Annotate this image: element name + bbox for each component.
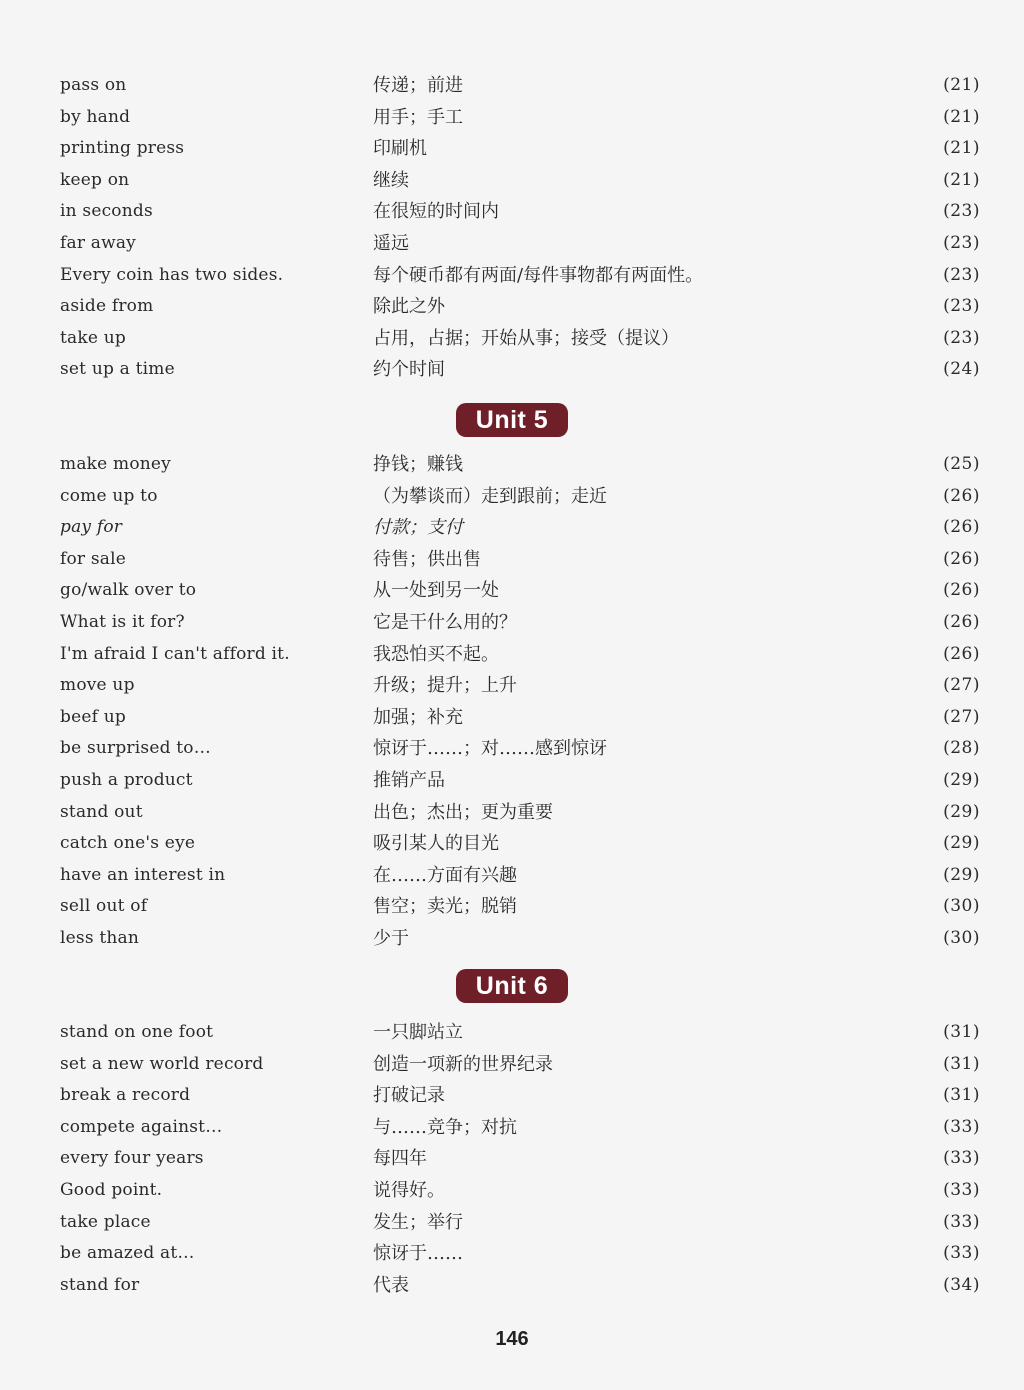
english-phrase: by hand	[60, 106, 131, 127]
chinese-meaning: 创造一项新的世界纪录	[373, 1053, 553, 1075]
page-reference: (23)	[943, 327, 980, 348]
page-reference: (33)	[943, 1179, 980, 1200]
page-reference: (34)	[943, 1274, 980, 1295]
unit-title: Unit 5	[456, 403, 568, 437]
vocab-entry	[0, 1270, 1024, 1302]
unit-title: Unit 6	[456, 969, 568, 1003]
page-reference: (21)	[943, 169, 980, 190]
chinese-meaning: 占用，占据；开始从事；接受（提议）	[373, 327, 679, 349]
vocab-entry	[0, 765, 1024, 797]
english-phrase: stand out	[60, 801, 143, 822]
vocab-entry	[0, 449, 1024, 481]
vocab-entry	[0, 639, 1024, 671]
section-unit-6	[0, 1017, 1024, 1301]
page-reference: (29)	[943, 801, 980, 822]
entry-list	[0, 449, 1024, 955]
english-phrase: less than	[60, 927, 140, 948]
vocab-entry	[0, 891, 1024, 923]
chinese-meaning: 挣钱；赚钱	[373, 454, 463, 475]
chinese-meaning: 在……方面有兴趣	[373, 864, 517, 886]
chinese-meaning: 推销产品	[373, 769, 445, 791]
english-phrase: in seconds	[60, 201, 153, 222]
vocab-entry	[0, 797, 1024, 829]
vocab-entry	[0, 702, 1024, 734]
english-phrase: Good point.	[60, 1179, 163, 1200]
english-phrase: move up	[60, 675, 135, 696]
english-phrase: printing press	[60, 138, 185, 159]
chinese-meaning: 继续	[373, 169, 409, 191]
page-reference: (21)	[943, 106, 980, 127]
vocab-entry	[0, 1238, 1024, 1270]
english-phrase: beef up	[60, 706, 126, 727]
english-phrase: far away	[60, 232, 136, 253]
page-reference: (23)	[943, 201, 980, 222]
page-reference: (21)	[943, 138, 980, 159]
english-phrase: be amazed at…	[60, 1243, 195, 1264]
english-phrase: I'm afraid I can't afford it.	[60, 643, 290, 664]
vocab-entry	[0, 828, 1024, 860]
vocab-entry	[0, 196, 1024, 228]
vocab-entry	[0, 1143, 1024, 1175]
vocab-entry	[0, 165, 1024, 197]
english-phrase: take place	[60, 1211, 151, 1232]
english-phrase: go/walk over to	[60, 580, 197, 601]
page-number: 146	[495, 1328, 529, 1350]
unit-5-header	[0, 403, 1024, 437]
page-reference: (31)	[943, 1053, 980, 1074]
vocab-entry	[0, 1049, 1024, 1081]
vocab-entry	[0, 354, 1024, 386]
page-reference: (23)	[943, 296, 980, 317]
english-phrase: compete against…	[60, 1116, 223, 1137]
vocab-entry	[0, 70, 1024, 102]
page-reference: (27)	[943, 706, 980, 727]
page-reference: (27)	[943, 675, 980, 696]
unit-6-header	[0, 969, 1024, 1003]
vocab-entry	[0, 860, 1024, 892]
english-phrase: come up to	[60, 485, 158, 506]
vocab-entry	[0, 291, 1024, 323]
vocab-entry	[0, 133, 1024, 165]
vocab-entry	[0, 1080, 1024, 1112]
chinese-meaning: 传递；前进	[373, 75, 463, 96]
page-reference: (26)	[943, 485, 980, 506]
english-phrase: every four years	[60, 1148, 204, 1169]
vocab-entry	[0, 481, 1024, 513]
page-reference: (33)	[943, 1211, 980, 1232]
chinese-meaning: 惊讶于……；对……感到惊讶	[373, 738, 607, 760]
vocab-entry	[0, 607, 1024, 639]
english-phrase: push a product	[60, 769, 193, 790]
english-phrase: be surprised to…	[60, 738, 211, 759]
chinese-meaning: 出色；杰出；更为重要	[373, 801, 553, 823]
page-reference: (26)	[943, 580, 980, 601]
page-reference: (29)	[943, 864, 980, 885]
chinese-meaning: 发生；举行	[373, 1211, 463, 1233]
chinese-meaning: 在很短的时间内	[373, 201, 499, 223]
english-phrase: aside from	[60, 296, 154, 317]
english-phrase: stand for	[60, 1274, 140, 1295]
chinese-meaning: 代表	[373, 1274, 409, 1296]
entry-list	[0, 70, 1024, 386]
section-unit-4-continued	[0, 70, 1024, 386]
page-reference: (33)	[943, 1148, 980, 1169]
chinese-meaning: 吸引某人的目光	[373, 833, 499, 855]
chinese-meaning: （为攀谈而）走到跟前；走近	[373, 485, 607, 507]
page-reference: (26)	[943, 643, 980, 664]
chinese-meaning: 少于	[373, 927, 409, 949]
vocab-entry	[0, 1112, 1024, 1144]
page-reference: (29)	[943, 833, 980, 854]
chinese-meaning: 付款；支付	[373, 517, 463, 539]
vocab-entry	[0, 323, 1024, 355]
chinese-meaning: 它是干什么用的？	[373, 611, 517, 633]
page-reference: (23)	[943, 232, 980, 253]
page-reference: (26)	[943, 611, 980, 632]
vocab-entry	[0, 575, 1024, 607]
page-reference: (31)	[943, 1022, 980, 1042]
page-reference: (26)	[943, 517, 980, 538]
vocab-entry	[0, 512, 1024, 544]
english-phrase: pay for	[60, 517, 123, 538]
chinese-meaning: 我恐怕买不起。	[373, 643, 499, 665]
chinese-meaning: 印刷机	[373, 138, 427, 160]
chinese-meaning: 遥远	[373, 232, 409, 254]
vocab-entry	[0, 733, 1024, 765]
vocab-entry	[0, 544, 1024, 576]
page-reference: (28)	[943, 738, 980, 759]
page-reference: (23)	[943, 264, 980, 285]
english-phrase: make money	[60, 454, 171, 474]
english-phrase: set a new world record	[60, 1053, 264, 1074]
page-reference: (24)	[943, 359, 980, 380]
vocab-entry	[0, 923, 1024, 955]
chinese-meaning: 约个时间	[373, 359, 445, 381]
page-reference: (30)	[943, 896, 980, 917]
chinese-meaning: 待售；供出售	[373, 548, 481, 570]
vocab-entry	[0, 1175, 1024, 1207]
vocab-entry	[0, 260, 1024, 292]
chinese-meaning: 每四年	[373, 1148, 427, 1170]
page-reference: (26)	[943, 548, 980, 569]
chinese-meaning: 惊讶于……	[373, 1243, 463, 1265]
english-phrase: sell out of	[60, 896, 148, 917]
english-phrase: set up a time	[60, 359, 175, 380]
page-reference: (30)	[943, 927, 980, 948]
english-phrase: What is it for?	[60, 611, 185, 632]
chinese-meaning: 一只脚站立	[373, 1022, 463, 1043]
vocab-entry	[0, 1207, 1024, 1239]
english-phrase: have an interest in	[60, 864, 226, 885]
page-reference: (29)	[943, 769, 980, 790]
english-phrase: take up	[60, 327, 126, 348]
chinese-meaning: 打破记录	[373, 1085, 445, 1107]
vocab-entry	[0, 1017, 1024, 1049]
chinese-meaning: 售空；卖光；脱销	[373, 896, 517, 918]
english-phrase: break a record	[60, 1085, 191, 1106]
chinese-meaning: 用手；手工	[373, 106, 463, 128]
chinese-meaning: 说得好。	[373, 1179, 445, 1201]
chinese-meaning: 与……竞争；对抗	[373, 1116, 517, 1138]
section-unit-5	[0, 449, 1024, 955]
page-reference: (33)	[943, 1116, 980, 1137]
english-phrase: for sale	[60, 548, 127, 569]
vocab-entry	[0, 670, 1024, 702]
page-reference: (21)	[943, 75, 980, 95]
english-phrase: keep on	[60, 169, 130, 190]
chinese-meaning: 除此之外	[373, 296, 445, 318]
entry-list	[0, 1017, 1024, 1301]
chinese-meaning: 加强；补充	[373, 706, 463, 728]
english-phrase: stand on one foot	[60, 1022, 214, 1042]
page-reference: (31)	[943, 1085, 980, 1106]
chinese-meaning: 从一处到另一处	[373, 580, 499, 602]
chinese-meaning: 每个硬币都有两面/每件事物都有两面性。	[373, 264, 704, 286]
english-phrase: pass on	[60, 75, 127, 95]
page-reference: (25)	[943, 454, 980, 474]
vocab-entry	[0, 102, 1024, 134]
chinese-meaning: 升级；提升；上升	[373, 675, 517, 697]
english-phrase: Every coin has two sides.	[60, 264, 284, 285]
page-reference: (33)	[943, 1243, 980, 1264]
vocab-entry	[0, 228, 1024, 260]
english-phrase: catch one's eye	[60, 833, 196, 854]
